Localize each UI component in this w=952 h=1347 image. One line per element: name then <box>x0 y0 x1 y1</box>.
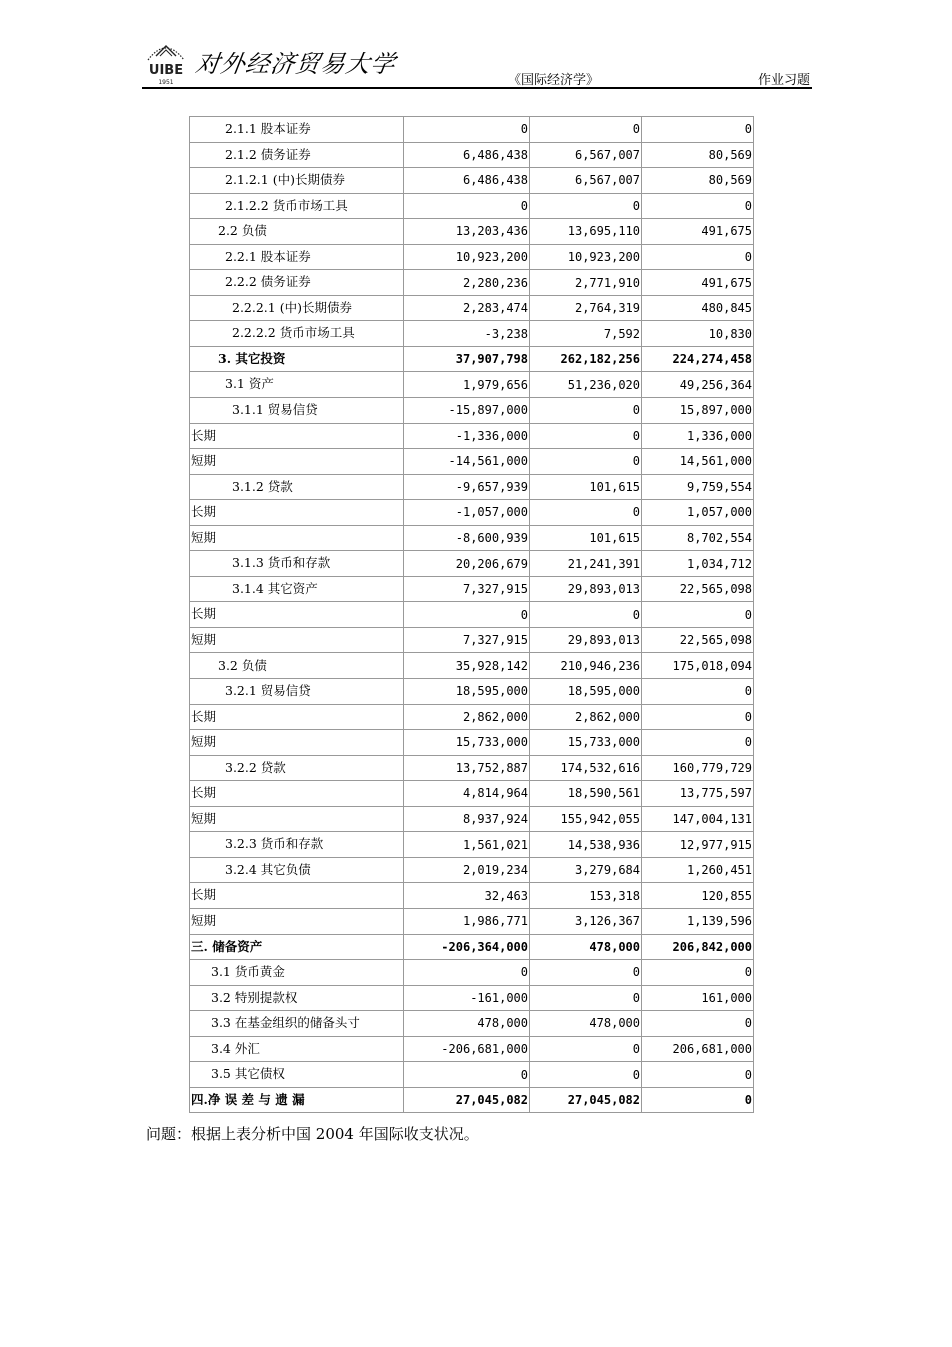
row-label: 3.1.2 贷款 <box>190 474 404 500</box>
table-row <box>190 449 754 475</box>
cell-credit: 262,182,256 <box>530 346 642 372</box>
row-label: 3.2 负债 <box>190 653 404 679</box>
row-label: 2.1.2 债务证券 <box>190 142 404 168</box>
cell-debit: 0 <box>642 117 754 143</box>
cell-debit: 1,057,000 <box>642 500 754 526</box>
table-row <box>190 321 754 347</box>
cell-debit: 160,779,729 <box>642 755 754 781</box>
table-row <box>190 755 754 781</box>
cell-credit: 14,538,936 <box>530 832 642 858</box>
cell-credit: 0 <box>530 602 642 628</box>
cell-debit: 0 <box>642 960 754 986</box>
row-label: 短期 <box>190 449 404 475</box>
row-label: 3.2.1 贸易信贷 <box>190 679 404 705</box>
row-label: 3.1.1 贸易信贷 <box>190 398 404 424</box>
cell-balance: 0 <box>404 193 530 219</box>
cell-balance: 10,923,200 <box>404 244 530 270</box>
cell-credit: 3,126,367 <box>530 908 642 934</box>
svg-text:UIBE: UIBE <box>148 63 184 78</box>
cell-credit: 0 <box>530 117 642 143</box>
cell-debit: 0 <box>642 679 754 705</box>
table-row <box>190 960 754 986</box>
table-row <box>190 679 754 705</box>
table-row <box>190 1062 754 1088</box>
cell-debit: 15,897,000 <box>642 398 754 424</box>
cell-balance: 15,733,000 <box>404 730 530 756</box>
cell-credit: 2,764,319 <box>530 295 642 321</box>
header-divider <box>142 87 812 89</box>
cell-balance: 2,019,234 <box>404 857 530 883</box>
cell-credit: 478,000 <box>530 934 642 960</box>
table-row <box>190 142 754 168</box>
cell-balance: 37,907,798 <box>404 346 530 372</box>
cell-debit: 480,845 <box>642 295 754 321</box>
table-row <box>190 1036 754 1062</box>
cell-balance: 8,937,924 <box>404 806 530 832</box>
cell-credit: 0 <box>530 398 642 424</box>
svg-text:1951: 1951 <box>158 79 174 86</box>
table-row <box>190 372 754 398</box>
school-name: 对外经济贸易大学 <box>193 50 398 78</box>
cell-balance: -3,238 <box>404 321 530 347</box>
cell-debit: 1,034,712 <box>642 551 754 577</box>
cell-credit: 2,862,000 <box>530 704 642 730</box>
table-row <box>190 653 754 679</box>
cell-balance: 1,979,656 <box>404 372 530 398</box>
table-row <box>190 117 754 143</box>
table-row <box>190 525 754 551</box>
cell-balance: 13,203,436 <box>404 219 530 245</box>
table-row <box>190 1011 754 1037</box>
cell-balance: -206,681,000 <box>404 1036 530 1062</box>
cell-debit: 161,000 <box>642 985 754 1011</box>
cell-debit: 22,565,098 <box>642 576 754 602</box>
cell-debit: 1,139,596 <box>642 908 754 934</box>
cell-balance: 2,280,236 <box>404 270 530 296</box>
cell-debit: 175,018,094 <box>642 653 754 679</box>
table-row <box>190 627 754 653</box>
row-label: 长期 <box>190 602 404 628</box>
cell-balance: 2,862,000 <box>404 704 530 730</box>
table-row <box>190 295 754 321</box>
cell-debit: 9,759,554 <box>642 474 754 500</box>
row-label: 3.2 特别提款权 <box>190 985 404 1011</box>
row-label: 3.4 外汇 <box>190 1036 404 1062</box>
table-row <box>190 602 754 628</box>
row-label: 3.2.2 贷款 <box>190 755 404 781</box>
cell-credit: 478,000 <box>530 1011 642 1037</box>
cell-balance: 18,595,000 <box>404 679 530 705</box>
cell-debit: 8,702,554 <box>642 525 754 551</box>
cell-debit: 0 <box>642 1011 754 1037</box>
cell-balance: 0 <box>404 602 530 628</box>
section-label: 作业习题 <box>757 73 810 88</box>
balance-of-payments-table <box>189 116 754 1113</box>
page-header <box>142 38 812 90</box>
row-label: 长期 <box>190 704 404 730</box>
cell-credit: 153,318 <box>530 883 642 909</box>
cell-credit: 15,733,000 <box>530 730 642 756</box>
table-row <box>190 346 754 372</box>
question-text: 问题：根据上表分析中国 2004 年国际收支状况。 <box>146 1125 479 1143</box>
row-label: 短期 <box>190 627 404 653</box>
table-row <box>190 398 754 424</box>
cell-debit: 0 <box>642 244 754 270</box>
cell-balance: 32,463 <box>404 883 530 909</box>
row-label: 3.1.4 其它资产 <box>190 576 404 602</box>
cell-debit: 224,274,458 <box>642 346 754 372</box>
cell-debit: 120,855 <box>642 883 754 909</box>
table-row <box>190 1087 754 1113</box>
cell-balance: -161,000 <box>404 985 530 1011</box>
cell-credit: 210,946,236 <box>530 653 642 679</box>
cell-debit: 206,681,000 <box>642 1036 754 1062</box>
table-row <box>190 704 754 730</box>
row-label: 2.2.2 债务证券 <box>190 270 404 296</box>
row-label: 长期 <box>190 500 404 526</box>
table-row <box>190 908 754 934</box>
cell-credit: 29,893,013 <box>530 576 642 602</box>
row-label: 长期 <box>190 883 404 909</box>
table-row <box>190 551 754 577</box>
cell-balance: -9,657,939 <box>404 474 530 500</box>
cell-credit: 21,241,391 <box>530 551 642 577</box>
cell-balance: 2,283,474 <box>404 295 530 321</box>
table-row <box>190 832 754 858</box>
table-row <box>190 219 754 245</box>
cell-credit: 2,771,910 <box>530 270 642 296</box>
cell-debit: 12,977,915 <box>642 832 754 858</box>
cell-credit: 3,279,684 <box>530 857 642 883</box>
cell-credit: 51,236,020 <box>530 372 642 398</box>
cell-credit: 18,590,561 <box>530 781 642 807</box>
table-row <box>190 500 754 526</box>
cell-credit: 0 <box>530 449 642 475</box>
row-label: 3.2.3 货币和存款 <box>190 832 404 858</box>
cell-balance: 1,561,021 <box>404 832 530 858</box>
cell-credit: 18,595,000 <box>530 679 642 705</box>
cell-debit: 491,675 <box>642 219 754 245</box>
table-row <box>190 270 754 296</box>
row-label: 2.1.1 股本证券 <box>190 117 404 143</box>
cell-debit: 80,569 <box>642 168 754 194</box>
cell-credit: 101,615 <box>530 525 642 551</box>
cell-credit: 155,942,055 <box>530 806 642 832</box>
table-row <box>190 985 754 1011</box>
table-row <box>190 934 754 960</box>
cell-debit: 206,842,000 <box>642 934 754 960</box>
cell-balance: -15,897,000 <box>404 398 530 424</box>
cell-credit: 0 <box>530 423 642 449</box>
table-row <box>190 781 754 807</box>
table-row <box>190 474 754 500</box>
cell-credit: 0 <box>530 960 642 986</box>
row-label: 2.2.1 股本证券 <box>190 244 404 270</box>
row-label: 短期 <box>190 525 404 551</box>
table-row <box>190 168 754 194</box>
row-label: 3.2.4 其它负债 <box>190 857 404 883</box>
table-row <box>190 244 754 270</box>
cell-debit: 80,569 <box>642 142 754 168</box>
row-label: 四.净 误 差 与 遗 漏 <box>190 1087 404 1113</box>
row-label: 三. 储备资产 <box>190 934 404 960</box>
cell-credit: 0 <box>530 985 642 1011</box>
cell-balance: 0 <box>404 117 530 143</box>
cell-credit: 174,532,616 <box>530 755 642 781</box>
cell-balance: 6,486,438 <box>404 142 530 168</box>
cell-debit: 10,830 <box>642 321 754 347</box>
cell-credit: 6,567,007 <box>530 168 642 194</box>
row-label: 3.1 货币黄金 <box>190 960 404 986</box>
cell-debit: 22,565,098 <box>642 627 754 653</box>
cell-credit: 0 <box>530 193 642 219</box>
cell-balance: -1,057,000 <box>404 500 530 526</box>
cell-balance: 4,814,964 <box>404 781 530 807</box>
row-label: 2.2.2.1 (中)长期债券 <box>190 295 404 321</box>
cell-credit: 0 <box>530 1036 642 1062</box>
cell-balance: 35,928,142 <box>404 653 530 679</box>
row-label: 短期 <box>190 908 404 934</box>
cell-balance: 478,000 <box>404 1011 530 1037</box>
cell-credit: 101,615 <box>530 474 642 500</box>
cell-balance: 20,206,679 <box>404 551 530 577</box>
row-label: 2.1.2.2 货币市场工具 <box>190 193 404 219</box>
row-label: 长期 <box>190 781 404 807</box>
cell-debit: 0 <box>642 704 754 730</box>
row-label: 3.1.3 货币和存款 <box>190 551 404 577</box>
table-row <box>190 806 754 832</box>
cell-balance: 0 <box>404 1062 530 1088</box>
cell-debit: 1,336,000 <box>642 423 754 449</box>
cell-debit: 49,256,364 <box>642 372 754 398</box>
cell-balance: -8,600,939 <box>404 525 530 551</box>
cell-credit: 0 <box>530 500 642 526</box>
row-label: 2.2.2.2 货币市场工具 <box>190 321 404 347</box>
cell-credit: 10,923,200 <box>530 244 642 270</box>
cell-balance: 0 <box>404 960 530 986</box>
cell-debit: 0 <box>642 602 754 628</box>
cell-balance: -1,336,000 <box>404 423 530 449</box>
cell-debit: 1,260,451 <box>642 857 754 883</box>
cell-credit: 0 <box>530 1062 642 1088</box>
cell-debit: 491,675 <box>642 270 754 296</box>
table-row <box>190 883 754 909</box>
university-logo-icon <box>142 38 190 86</box>
cell-balance: 13,752,887 <box>404 755 530 781</box>
cell-debit: 0 <box>642 1087 754 1113</box>
cell-debit: 0 <box>642 730 754 756</box>
table-row <box>190 576 754 602</box>
cell-balance: 7,327,915 <box>404 627 530 653</box>
cell-debit: 0 <box>642 1062 754 1088</box>
cell-debit: 14,561,000 <box>642 449 754 475</box>
cell-debit: 147,004,131 <box>642 806 754 832</box>
table-row <box>190 193 754 219</box>
cell-balance: 27,045,082 <box>404 1087 530 1113</box>
cell-credit: 13,695,110 <box>530 219 642 245</box>
row-label: 2.2 负债 <box>190 219 404 245</box>
cell-balance: 7,327,915 <box>404 576 530 602</box>
cell-debit: 0 <box>642 193 754 219</box>
cell-credit: 29,893,013 <box>530 627 642 653</box>
course-title: 《国际经济学》 <box>508 73 600 88</box>
cell-credit: 27,045,082 <box>530 1087 642 1113</box>
row-label: 长期 <box>190 423 404 449</box>
table-row <box>190 730 754 756</box>
row-label: 3.3 在基金组织的储备头寸 <box>190 1011 404 1037</box>
row-label: 短期 <box>190 730 404 756</box>
cell-balance: 6,486,438 <box>404 168 530 194</box>
row-label: 3.5 其它债权 <box>190 1062 404 1088</box>
row-label: 3.1 资产 <box>190 372 404 398</box>
cell-debit: 13,775,597 <box>642 781 754 807</box>
cell-balance: -14,561,000 <box>404 449 530 475</box>
row-label: 短期 <box>190 806 404 832</box>
row-label: 2.1.2.1 (中)长期债券 <box>190 168 404 194</box>
row-label: 3. 其它投资 <box>190 346 404 372</box>
cell-credit: 7,592 <box>530 321 642 347</box>
cell-balance: 1,986,771 <box>404 908 530 934</box>
cell-credit: 6,567,007 <box>530 142 642 168</box>
table-row <box>190 423 754 449</box>
table-row <box>190 857 754 883</box>
cell-balance: -206,364,000 <box>404 934 530 960</box>
